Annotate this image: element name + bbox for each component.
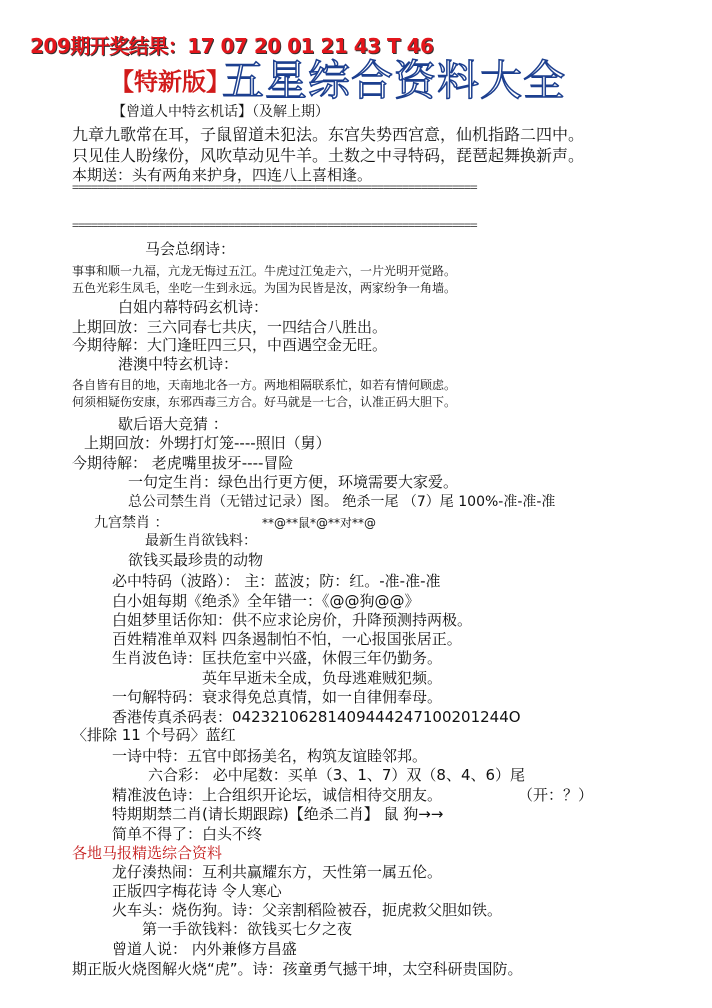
block1-heading: 【曾道人中特玄机话】（及解上期） (112, 104, 329, 120)
block6-line9: 一句解特码：衰求得免总真情，如一自律佣奉母。 (112, 688, 443, 706)
block6-line7: 生肖波色诗：匡扶危室中兴盛，休假三年仍勤务。 (112, 649, 443, 667)
block7-line1: 一诗中特：五官中郎扬美名，构筑友谊睦邻邦。 (112, 747, 428, 765)
block6-line10: 香港传真杀码表：04232106281409444247100201244O (112, 708, 521, 726)
block7-line9: 第一手欲钱料：欲钱买七夕之夜 (142, 920, 353, 938)
block6-line8: 英年早逝未全成，负母逃难贼犯频。 (202, 669, 443, 687)
draw-result-banner: 209期开奖结果：17 07 20 01 21 43 T 46 (30, 34, 434, 58)
block7-line4: 特期期禁二肖(请长期跟踪)【绝杀二肖】 鼠 狗→→ (112, 805, 444, 823)
block6-line3: 必中特码（波路）： 主：蓝波；防：红。-准-准-准 (112, 572, 441, 590)
block4-line2: 何须相疑伤安康，东邪西毒三方合。好马就是一七合，认准正码大胆下。 (72, 395, 457, 409)
block7-line6: 龙仔湊热闹：互利共赢耀东方，天性第一属五伦。 (112, 863, 443, 881)
block5-line1: 上期回放：外甥打灯笼----照旧（舅） (84, 434, 331, 452)
block3-line2: 今期待解：大门逢旺四三只，中酉遇空金无旺。 (72, 336, 388, 354)
section-heading: 各地马报精选综合资料 (72, 844, 223, 862)
edition-tag: 【特新版】 (110, 68, 230, 96)
block5-line2: 今期待解： 老虎嘴里拔牙----冒险 (72, 454, 294, 472)
block5-line5-value: **@**鼠*@**对**@ (262, 516, 377, 530)
block2-line2: 五色光彩生凤毛，坐吃一生到永远。为国为民皆是汝，两家纷争一角墙。 (72, 281, 457, 295)
block1-line2: 只见佳人盼缘份，风吹草动见牛羊。土数之中寻特码，琵琶起舞换新声。 (72, 146, 585, 165)
block7-line3: 精准波色诗：上合组织开论坛，诚信相待交朋友。 (112, 786, 443, 804)
block2-heading: 马会总纲诗： (145, 240, 236, 258)
block3-line1: 上期回放：三六同春七共庆，一四结合八胜出。 (72, 318, 388, 336)
block6-line1: 最新生肖欲钱料： (145, 533, 257, 549)
block4-line1: 各自皆有目的地，天南地北各一方。两地相隔联系忙，如若有情何顾虑。 (72, 378, 457, 392)
block5-line4: 总公司禁生肖（无错过记录）图。 绝杀一尾 （7）尾 100%-准-准-准 (128, 494, 556, 510)
block5-line3: 一句定生肖：绿色出行更方便，环境需要大家爱。 (128, 473, 459, 491)
block6-line11: 〈排除 11 个号码〉蓝红 (72, 726, 236, 744)
block7-line11: 期正版火烧图解火烧“虎”。诗：孩童勇气撼干坤，太空科研贵国防。 (72, 960, 523, 978)
block7-line5: 简单不得了：白头不终 (112, 825, 263, 843)
block1-line3: 本期送：头有两角来护身，四连八上喜相逢。 (72, 166, 373, 184)
block7-line8: 火车头：烧伤狗。诗：父亲割稻险被吞，扼虎救父胆如铁。 (112, 901, 503, 919)
block5-line5-label: 九宫禁肖 ： (94, 515, 169, 531)
page-title: 五星综合资料大全 (222, 56, 567, 105)
block5-heading: 歇后语大竞猜 ： (118, 415, 228, 433)
block7-line10: 曾道人说： 内外兼修方昌盛 (112, 940, 297, 958)
block6-line5: 白姐梦里话你知：供不应求论房价，升降预测持两极。 (112, 611, 473, 629)
block7-line3-note: （开：？） (518, 786, 594, 804)
block7-line2: 六合彩： 必中尾数：买单（3、1、7）双（8、4、6）尾 (148, 766, 526, 784)
divider-1: ================================================================= (72, 180, 477, 194)
divider-2: ================================================================= (72, 218, 477, 232)
block4-heading: 港澳中特玄机诗： (118, 355, 239, 373)
block6-line6: 百姓精准单双料 四条遏制怕不怕，一心报国张居正。 (112, 630, 462, 648)
block3-heading: 白姐内幕特码玄机诗： (118, 298, 269, 316)
block6-line4: 白小姐每期《绝杀》全年错一：《@@狗@@》 (112, 592, 420, 610)
block2-line1: 事事和顺一九福，亢龙无悔过五江。牛虎过江兔走六，一片光明开觉路。 (72, 264, 457, 278)
block7-line7: 正版四字梅花诗 令人寒心 (112, 882, 282, 900)
block6-line2: 欲钱买最珍贵的动物 (128, 551, 264, 569)
block1-line1: 九章九歌常在耳，子鼠留道未犯法。东宫失势西宫意，仙机指路二四中。 (72, 125, 585, 144)
